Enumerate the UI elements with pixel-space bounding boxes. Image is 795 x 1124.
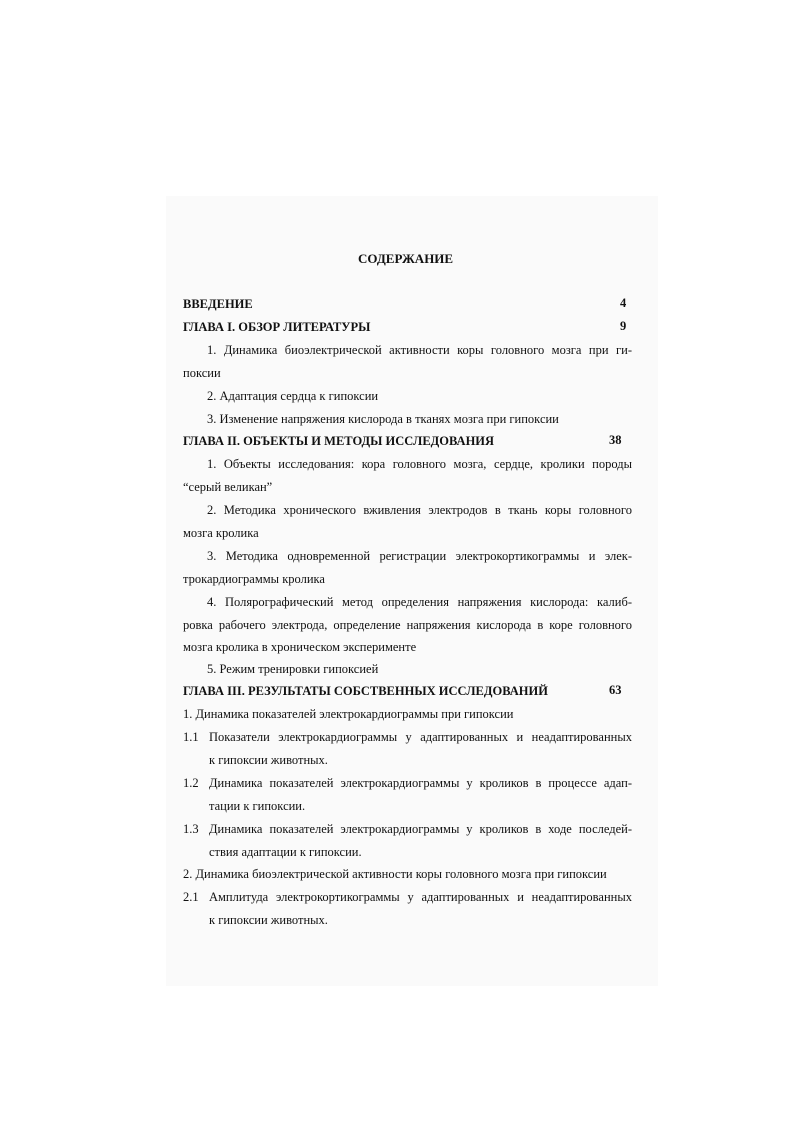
ch3-s1-3a: Динамика показателей электрокардиограммы у кроликов в ходе последей- [209, 822, 632, 836]
ch3-s1-1-number: 1.1 [183, 730, 199, 744]
ch3-s1-2b: тации к гипоксии. [209, 799, 306, 813]
ch3-s2-1a: Амплитуда электрокортикограммы у адаптированных и неадаптированных [209, 890, 632, 904]
ch3-s1-1b: к гипоксии животных. [209, 753, 328, 767]
ch2-item-2a: 2. Методика хронического вживления электродов в ткань коры головного [207, 503, 632, 517]
ch3-s1-2-number: 1.2 [183, 776, 199, 790]
ch3-s1-3-number: 1.3 [183, 822, 199, 836]
ch2-item-5: 5. Режим тренировки гипоксией [207, 662, 379, 676]
ch3-s1-1a: Показатели электрокардиограммы у адаптированных и неадаптированных [209, 730, 632, 744]
chapter-2-label: ГЛАВА II. ОБЪЕКТЫ И МЕТОДЫ ИССЛЕДОВАНИЯ [183, 434, 495, 448]
ch2-item-4c: мозга кролика в хроническом эксперименте [183, 640, 417, 654]
intro-page: 4 [620, 296, 627, 310]
toc-title: СОДЕРЖАНИЕ [358, 251, 454, 266]
ch2-item-3a: 3. Методика одновременной регистрации электрокортикограммы и элек- [207, 549, 632, 563]
ch3-s1-3b: ствия адаптации к гипоксии. [209, 845, 362, 859]
ch2-item-1b: “серый великан” [183, 480, 273, 494]
chapter-3-page: 63 [609, 683, 622, 697]
intro-label: ВВЕДЕНИЕ [183, 297, 253, 311]
ch1-item-2: 2. Адаптация сердца к гипоксии [207, 389, 379, 403]
chapter-1-page: 9 [620, 319, 627, 333]
chapter-1-label: ГЛАВА I. ОБЗОР ЛИТЕРАТУРЫ [183, 320, 371, 334]
ch2-item-1a: 1. Объекты исследования: кора головного мозга, сердце, кролики породы [207, 457, 632, 471]
ch2-item-2b: мозга кролика [183, 526, 259, 540]
ch3-section-1: 1. Динамика показателей электрокардиограммы при гипоксии [183, 707, 514, 721]
ch2-item-3b: трокардиограммы кролика [183, 572, 325, 586]
ch1-item-1b: поксии [183, 366, 221, 380]
ch3-s2-1b: к гипоксии животных. [209, 913, 328, 927]
ch3-s2-1-number: 2.1 [183, 890, 199, 904]
chapter-3-label: ГЛАВА III. РЕЗУЛЬТАТЫ СОБСТВЕННЫХ ИССЛЕДОВАНИЙ [183, 684, 548, 698]
chapter-2-page: 38 [609, 433, 622, 447]
ch2-item-4a: 4. Полярографический метод определения напряжения кислорода: калиб- [207, 595, 632, 609]
ch1-item-3: 3. Изменение напряжения кислорода в тканях мозга при гипоксии [207, 412, 559, 426]
ch3-section-2: 2. Динамика биоэлектрической активности коры головного мозга при гипоксии [183, 867, 607, 881]
ch2-item-4b: ровка рабочего электрода, определение напряжения кислорода в коре головного [183, 618, 632, 632]
ch3-s1-2a: Динамика показателей электрокардиограммы у кроликов в процессе адап- [209, 776, 632, 790]
ch1-item-1a: 1. Динамика биоэлектрической активности коры головного мозга при ги- [207, 343, 632, 357]
